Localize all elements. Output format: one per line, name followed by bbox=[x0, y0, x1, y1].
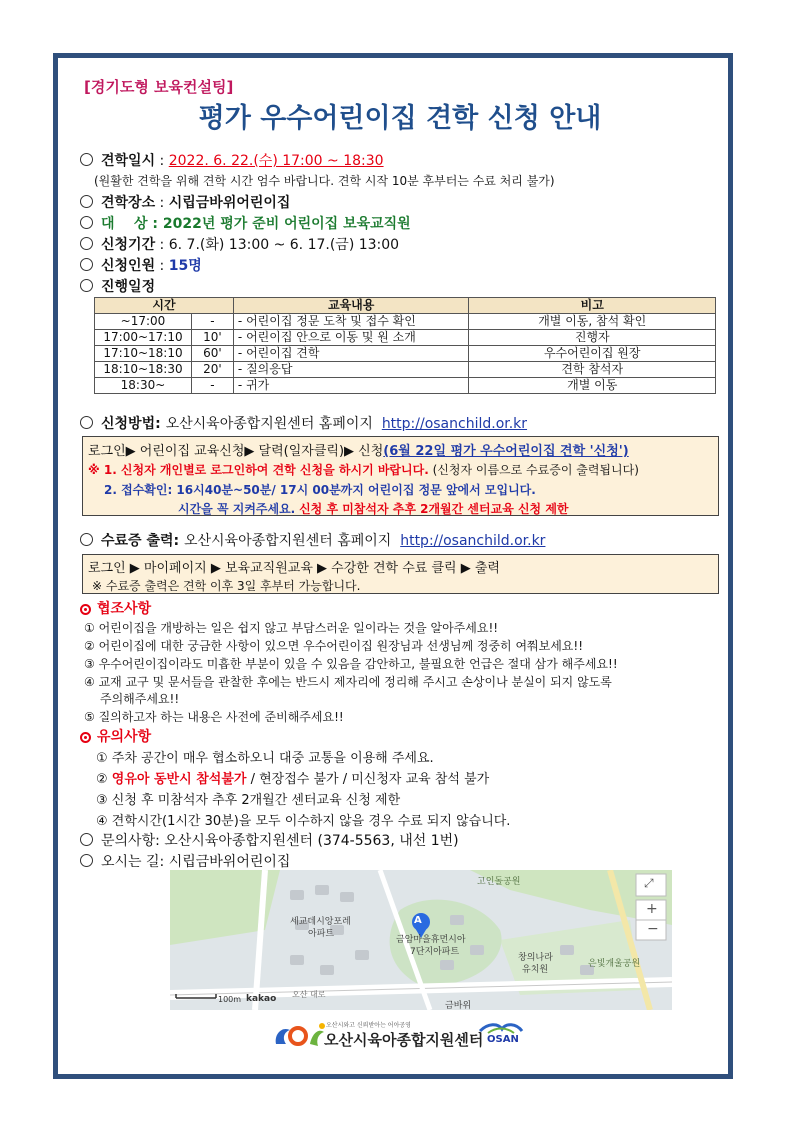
cert-note: ※ 수료증 출력은 견학 이후 3일 후부터 가능합니다. bbox=[92, 579, 361, 593]
table-header-row bbox=[95, 298, 716, 314]
fullscreen-icon[interactable]: ⤢ bbox=[644, 876, 654, 890]
table-row: 17:10~18:10 60' - 어린이집 견학 우수어린이집 원장 bbox=[95, 346, 716, 362]
list-item: ② 어린이집에 대한 궁금한 사항이 있으면 우수어린이집 원장님과 선생님께 정중히 여쭤보세요!! bbox=[84, 639, 584, 653]
osan-logo-icon bbox=[478, 1020, 524, 1034]
list-item: ③ 신청 후 미참석자 추후 2개월간 센터교육 신청 제한 bbox=[96, 793, 401, 808]
zoom-out-icon[interactable]: − bbox=[647, 921, 659, 937]
map-brand: kakao bbox=[246, 994, 277, 1004]
date-note: (원활한 견학을 위해 견학 시간 엄수 바랍니다. 견학 시작 10분 후부터는 수료 처리 불가) bbox=[94, 174, 555, 188]
list-item: ④ 견학시간(1시간 30분)을 모두 이수하지 않을 경우 수료 되지 않습니다. bbox=[96, 814, 511, 829]
zoom-in-icon[interactable]: + bbox=[646, 901, 658, 917]
date-value: 2022. 6. 22.(수) 17:00 ~ 18:30 bbox=[168, 153, 384, 169]
map-label: 유치원 bbox=[522, 965, 549, 975]
list-item: ⑤ 질의하고자 하는 내용은 사전에 준비해주세요!! bbox=[84, 710, 344, 724]
cooperation-title: 협조사항 bbox=[80, 598, 151, 618]
header-content: 교육내용 bbox=[233, 298, 469, 314]
location-map[interactable] bbox=[170, 870, 672, 1010]
place-line: 견학장소 : 시립금바위어린이집 bbox=[80, 192, 290, 212]
map-label: 세교데시앙포레 bbox=[290, 917, 351, 927]
table-row: 17:00~17:10 10' - 어린이집 안으로 이동 및 원 소개 진행자 bbox=[95, 330, 716, 346]
apply-note-2: 2. 접수확인: 16시40분~50분/ 17시 00분까지 어린이집 정문 앞에서 모입니다. bbox=[104, 483, 536, 497]
map-label: 은빛개울공원 bbox=[588, 959, 641, 969]
apply-line: 신청방법: 오산시육아종합지원센터 홈페이지 http://osanchild.or.kr bbox=[80, 413, 527, 433]
list-item: ② 영유아 동반시 참석불가 / 현장접수 불가 / 미신청자 교육 참석 불가 bbox=[96, 772, 490, 787]
center-logo-icon bbox=[272, 1020, 328, 1050]
cert-line: 수료증 출력: 오산시육아종합지원센터 홈페이지 http://osanchild.or.kr bbox=[80, 530, 545, 550]
cert-steps: 로그인 ▶ 마이페이지 ▶ 보육교직원교육 ▶ 수강한 견학 수료 클릭 ▶ 출력 bbox=[88, 561, 500, 576]
apply-note-3: 시간을 꼭 지켜주세요. 신청 후 미참석자 추후 2개월간 센터교육 신청 제한 bbox=[178, 502, 569, 516]
map-label: 금바위 bbox=[445, 1001, 472, 1010]
people-line: 신청인원 : 15명 bbox=[80, 255, 202, 275]
target-line: 대 상 : 2022년 평가 준비 어린이집 보육교직원 bbox=[80, 213, 411, 233]
schedule-label: 진행일정 bbox=[80, 276, 155, 296]
footer-small: 오산시와고 신뢰받아는 어아공영 bbox=[326, 1022, 411, 1029]
header-tag: [경기도형 보육컨설팅] bbox=[84, 78, 234, 96]
map-scale: 100m bbox=[218, 995, 242, 1004]
map-label: 금암마을휴먼시아 bbox=[396, 935, 466, 945]
list-item: ① 어린이집을 개방하는 일은 쉽지 않고 부담스러운 일이라는 것을 알아주세요!! bbox=[84, 621, 499, 635]
map-label: 창의나라 bbox=[518, 953, 553, 963]
caution-title: 유의사항 bbox=[80, 726, 151, 746]
contact-line: 문의사항: 오산시육아종합지원센터 (374-5563, 내선 1번) bbox=[80, 830, 459, 850]
map-label: 아파트 bbox=[308, 929, 335, 939]
table-row: ~17:00 - - 어린이집 정문 도착 및 접수 확인 개별 이동, 참석 확인 bbox=[95, 314, 716, 330]
table-row: 18:30~ - - 귀가 개별 이동 bbox=[95, 378, 716, 394]
map-label: 고인돌공원 bbox=[477, 877, 521, 887]
page-title: 평가 우수어린이집 견학 신청 안내 bbox=[198, 103, 602, 134]
list-item: ① 주차 공간이 매우 협소하오니 대중 교통을 이용해 주세요. bbox=[96, 751, 434, 766]
cert-link[interactable]: http://osanchild.or.kr bbox=[400, 533, 546, 549]
apply-link[interactable]: http://osanchild.or.kr bbox=[381, 416, 528, 432]
footer-center-name: 오산시육아종합지원센터 bbox=[324, 1031, 484, 1049]
header-time: 시간 bbox=[95, 298, 234, 314]
apply-steps: 로그인▶ 어린이집 교육신청▶ 달력(일자클릭)▶ 신청(6월 22일 평가 우수어린이집 견학 '신청') bbox=[88, 444, 629, 459]
list-item: ③ 우수어린이집이라도 미흡한 부분이 있을 수 있음을 감안하고, 불필요한 언급은 절대 삼가 해주세요!! bbox=[84, 657, 618, 671]
period-line: 신청기간 : 6. 7.(화) 13:00 ~ 6. 17.(금) 13:00 bbox=[80, 234, 399, 254]
map-label: 오산 대로 bbox=[292, 990, 326, 999]
footer-city: OSAN bbox=[487, 1034, 519, 1045]
map-marker-icon[interactable]: A bbox=[414, 915, 422, 926]
list-item: ④ 교재 교구 및 문서들을 관찰한 후에는 반드시 제자리에 정리해 주시고 손상이나 분실이 되지 않도록 bbox=[84, 675, 612, 689]
map-label: 7단지아파트 bbox=[410, 947, 460, 957]
list-item: 주의해주세요!! bbox=[100, 692, 180, 706]
date-line: 견학일시 : 2022. 6. 22.(수) 17:00 ~ 18:30 bbox=[80, 150, 384, 170]
apply-note-1: ※ 1. 신청자 개인별로 로그인하여 견학 신청을 하시기 바랍니다. (신청자 이름으로 수료증이 출력됩니다) bbox=[88, 463, 639, 477]
table-row: 18:10~18:30 20' - 질의응답 견학 참석자 bbox=[95, 362, 716, 378]
schedule-table bbox=[94, 297, 716, 394]
header-note: 비고 bbox=[469, 298, 716, 314]
directions-line: 오시는 길: 시립금바위어린이집 bbox=[80, 851, 290, 871]
